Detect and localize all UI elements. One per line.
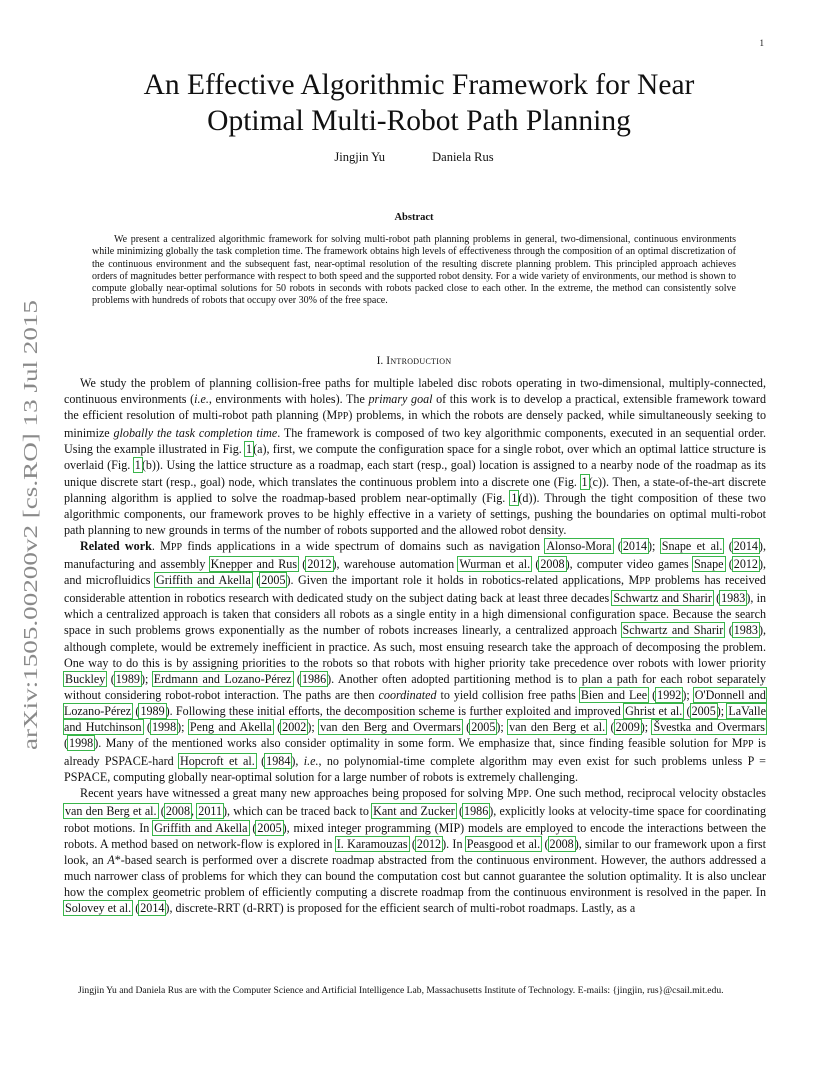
abstract-heading: Abstract	[394, 212, 434, 223]
citation-link[interactable]: 1	[134, 458, 141, 473]
citation-link[interactable]: 2008	[165, 804, 191, 819]
citation-link[interactable]: Peng and Akella	[189, 719, 272, 734]
citation-link[interactable]: Solovey et al.	[65, 901, 132, 915]
citation-link[interactable]: van den Berg and Overmars	[320, 719, 461, 734]
citation-link[interactable]: 2012	[307, 557, 332, 572]
citation-link[interactable]: O'Donnell and Lozano-Pérez	[64, 687, 766, 718]
citation-link[interactable]: Peasgood et al.	[466, 836, 541, 851]
title-line-2: Optimal Multi-Robot Path Planning	[207, 105, 631, 137]
paper-title	[60, 67, 778, 139]
citation-link[interactable]: Schwartz and Sharir	[622, 623, 724, 638]
citation-link[interactable]: 2014	[733, 538, 758, 553]
citation-link[interactable]: 2012	[733, 557, 758, 572]
citation-link[interactable]: 1	[581, 474, 588, 489]
citation-link[interactable]: Buckley	[65, 671, 106, 686]
citation-link[interactable]: 1986	[464, 804, 489, 819]
citation-link[interactable]: Ghrist et al.	[625, 703, 683, 718]
citation-link[interactable]: 1989	[115, 671, 140, 686]
citation-link[interactable]: LaValle and Hutchinson	[64, 703, 766, 734]
section-title: Introduction	[386, 355, 452, 367]
citation-link[interactable]: Knepper and Rus	[210, 557, 298, 572]
citation-link[interactable]: 1998	[69, 736, 94, 751]
citation-link[interactable]: van den Berg et al.	[65, 804, 157, 819]
section-heading	[0, 355, 828, 367]
paragraph: We study the problem of planning collision-free paths for multiple labeled disc robots operating in two-dimensional, multiply-connected, continuous environments (i.e., environments with holes). The primary goal of this work is to develop a practical, extensible framework toward the efficient resolution of multi-robot path planning (MPP) problems, in which the robots are densely packed, while simultaneously seeking to minimize globally the task completion time. The framework is composed of two key algorithmic components, executed in an sequential order. Using the example illustrated in Fig. 1(a), first, we compute the configuration space for a single robot, over which an optimal lattice structure is overlaid (Fig. 1(b)). Using the lattice structure as a roadmap, each start (resp., goal) location is assigned to a nearby node of the roadmap as its unique discrete start (resp., goal) node, which translates the continuous problem into a discrete one (Fig. 1(c)). Then, a state-of-the-art discrete planning algorithm is applied to solve the roadmap-based problem near-optimally (Fig. 1(d)). Through the tight composition of these two algorithmic components, our framework proves to be highly effective in a variety of settings, pushing the boundaries on optimal multi-robot path planning to new grounds in terms of the number of robots supported and the allowed robot density.	[64, 376, 767, 537]
citation-link[interactable]: 1989	[140, 703, 165, 718]
citation-link[interactable]: 2005	[691, 703, 716, 718]
citation-link[interactable]: 2005	[261, 573, 286, 588]
arxiv-stamp-text: arXiv:1505.00200v2 [cs.RO] 13 Jul 2015	[20, 409, 42, 750]
citation-link[interactable]: 2014	[622, 538, 648, 553]
author-2: Daniela Rus	[432, 150, 494, 164]
author-list	[0, 150, 828, 165]
citation-link[interactable]: 2008	[549, 836, 574, 851]
paragraph: Related work. MPP finds applications in a wide spectrum of domains such as navigation Alonso-Mora (2014); Snape et al. (2014), manufacturing and assembly Knepper and Rus (2012), warehouse automation Wurman et al. (2008), computer video games Snape (2012), and microfluidics Griffith and Akella (2005). Given the important role it holds in robotics-related applications, MPP problems has received considerable attention in robotics research with dedicated study on the subject dating back at least three decades Schwartz and Sharir (1983), in which a centralized approach is taken that considers all robots as a single entity in a high dimensional configuration space. Because the search space in such problems grows exponentially as the number of robots increases linearly, a centralized approach Schwartz and Sharir (1983), although complete, would be extremely inefficient in practice. As such, most ensuing research take the approach of decomposing the problem. One way to do this is by assigning priorities to the robots so that robots with higher priority take precedence over robots with lower priority Buckley (1989); Erdmann and Lozano-Pérez (1986). Another often adopted partitioning method is to plan a path for each robot separately without considering robot-robot interaction. The paths are then coordinated to yield collision free paths Bien and Lee (1992); O'Donnell and Lozano-Pérez (1989). Following these initial efforts, the decomposition scheme is further exploited and improved Ghrist et al. (2005); LaValle and Hutchinson (1998); Peng and Akella (2002); van den Berg and Overmars (2005); van den Berg et al. (2009); Švestka and Overmars (1998). Many of the mentioned works also consider optimality in some form. We emphasize that, since finding feasible solution for MPP is already PSPACE-hard Hopcroft et al. (1984), i.e., no polynomial-time complete algorithm may even exist for such problems unless P = PSPACE, computing globally near-optimal solution for a large number of robots is extremely challenging.	[64, 538, 767, 785]
citation-link[interactable]: 2009	[615, 719, 640, 734]
citation-link[interactable]: 1	[511, 490, 518, 505]
citation-link[interactable]: Griffith and Akella	[154, 820, 248, 835]
author-1: Jingjin Yu	[334, 150, 385, 164]
citation-link[interactable]: 2014	[140, 901, 165, 915]
citation-link[interactable]: Griffith and Akella	[155, 573, 251, 588]
abstract-text: We present a centralized algorithmic framework for solving multi-robot path planning problems in general, two-dimensional, continuous environments while minimizing globally the task completion time. The framework obtains high levels of effectiveness through the composition of an optimal discretization of the continuous environment and the subsequent fast, near-optimal resolution of the resulting discrete planning problem. This principled approach achieves orders of magnitudes better performance with respect to both speed and the supported robot density. For a wide variety of environments, our method is shown to compute globally near-optimal solutions for 50 robots in seconds with robots packed close to each other. In the extreme, the method can consistently solve problems with hundreds of robots that occupy over 30% of the free space.	[92, 234, 736, 307]
citation-link[interactable]: Snape et al.	[661, 538, 723, 553]
footnote: Jingjin Yu and Daniela Rus are with the Computer Science and Artificial Intelligence Lab, Massachusetts Institute of Technology. E-mails: {jingjin, rus}@csail.mit.edu.	[78, 985, 724, 996]
citation-link[interactable]: I. Karamouzas	[336, 836, 408, 851]
section-number: I.	[376, 355, 384, 367]
citation-link[interactable]: Hopcroft et al.	[180, 754, 255, 769]
citation-link[interactable]: 1983	[733, 623, 758, 638]
citation-link[interactable]: 2008	[540, 557, 565, 572]
citation-link[interactable]: Alonso-Mora	[546, 538, 612, 553]
page-number: 1	[759, 38, 764, 48]
arxiv-stamp	[20, 300, 42, 750]
citation-link[interactable]: 1984	[266, 754, 291, 769]
citation-link[interactable]: 1992	[657, 687, 682, 702]
citation-link[interactable]: 2005	[471, 719, 496, 734]
citation-link[interactable]: Bien and Lee	[580, 687, 648, 702]
citation-link[interactable]: Schwartz and Sharir	[613, 591, 712, 606]
citation-link[interactable]: 2005	[257, 820, 282, 835]
citation-link[interactable]: 1986	[301, 671, 327, 686]
citation-link[interactable]: Snape	[693, 557, 724, 572]
paragraph: Recent years have witnessed a great many new approaches being proposed for solving MPP. One such method, reciprocal velocity obstacles van den Berg et al. (2008, 2011), which can be traced back to Kant and Zucker (1986), explicitly looks at velocity-time space for coordinating robot motions. In Griffith and Akella (2005), mixed integer programming (MIP) models are employed to encode the interactions between the robots. A method based on network-flow is explored in I. Karamouzas (2012). In Peasgood et al. (2008), similar to our framework upon a first look, an A*-based search is performed over a discrete roadmap abstracted from the continuous environment. However, the authors addressed a much narrower class of problems for which they can bound the computation cost but cannot guarantee the solution optimality. It is also unclear how the complex geometric problem of efficiently computing a discrete roadmap from the continuous environment is resolved in the paper. In Solovey et al. (2014), discrete-RRT (d-RRT) is proposed for the efficient search of multi-robot roadmaps. Lastly, as a	[64, 786, 767, 915]
citation-link[interactable]: 1	[246, 442, 253, 457]
citation-link[interactable]: 2002	[282, 719, 307, 734]
citation-link[interactable]: Wurman et al.	[459, 557, 531, 572]
citation-link[interactable]: 2012	[416, 836, 442, 851]
citation-link[interactable]: 2011	[198, 804, 223, 819]
citation-link[interactable]: 1998	[151, 719, 177, 734]
citation-link[interactable]: Erdmann and Lozano-Pérez	[153, 671, 292, 686]
citation-link[interactable]: van den Berg et al.	[509, 719, 606, 734]
title-line-1: An Effective Algorithmic Framework for Near	[143, 69, 695, 101]
citation-link[interactable]: 1983	[721, 591, 746, 606]
introduction-body	[64, 375, 766, 916]
citation-link[interactable]: Švestka and Overmars	[653, 719, 765, 734]
citation-link[interactable]: Kant and Zucker	[373, 804, 455, 819]
